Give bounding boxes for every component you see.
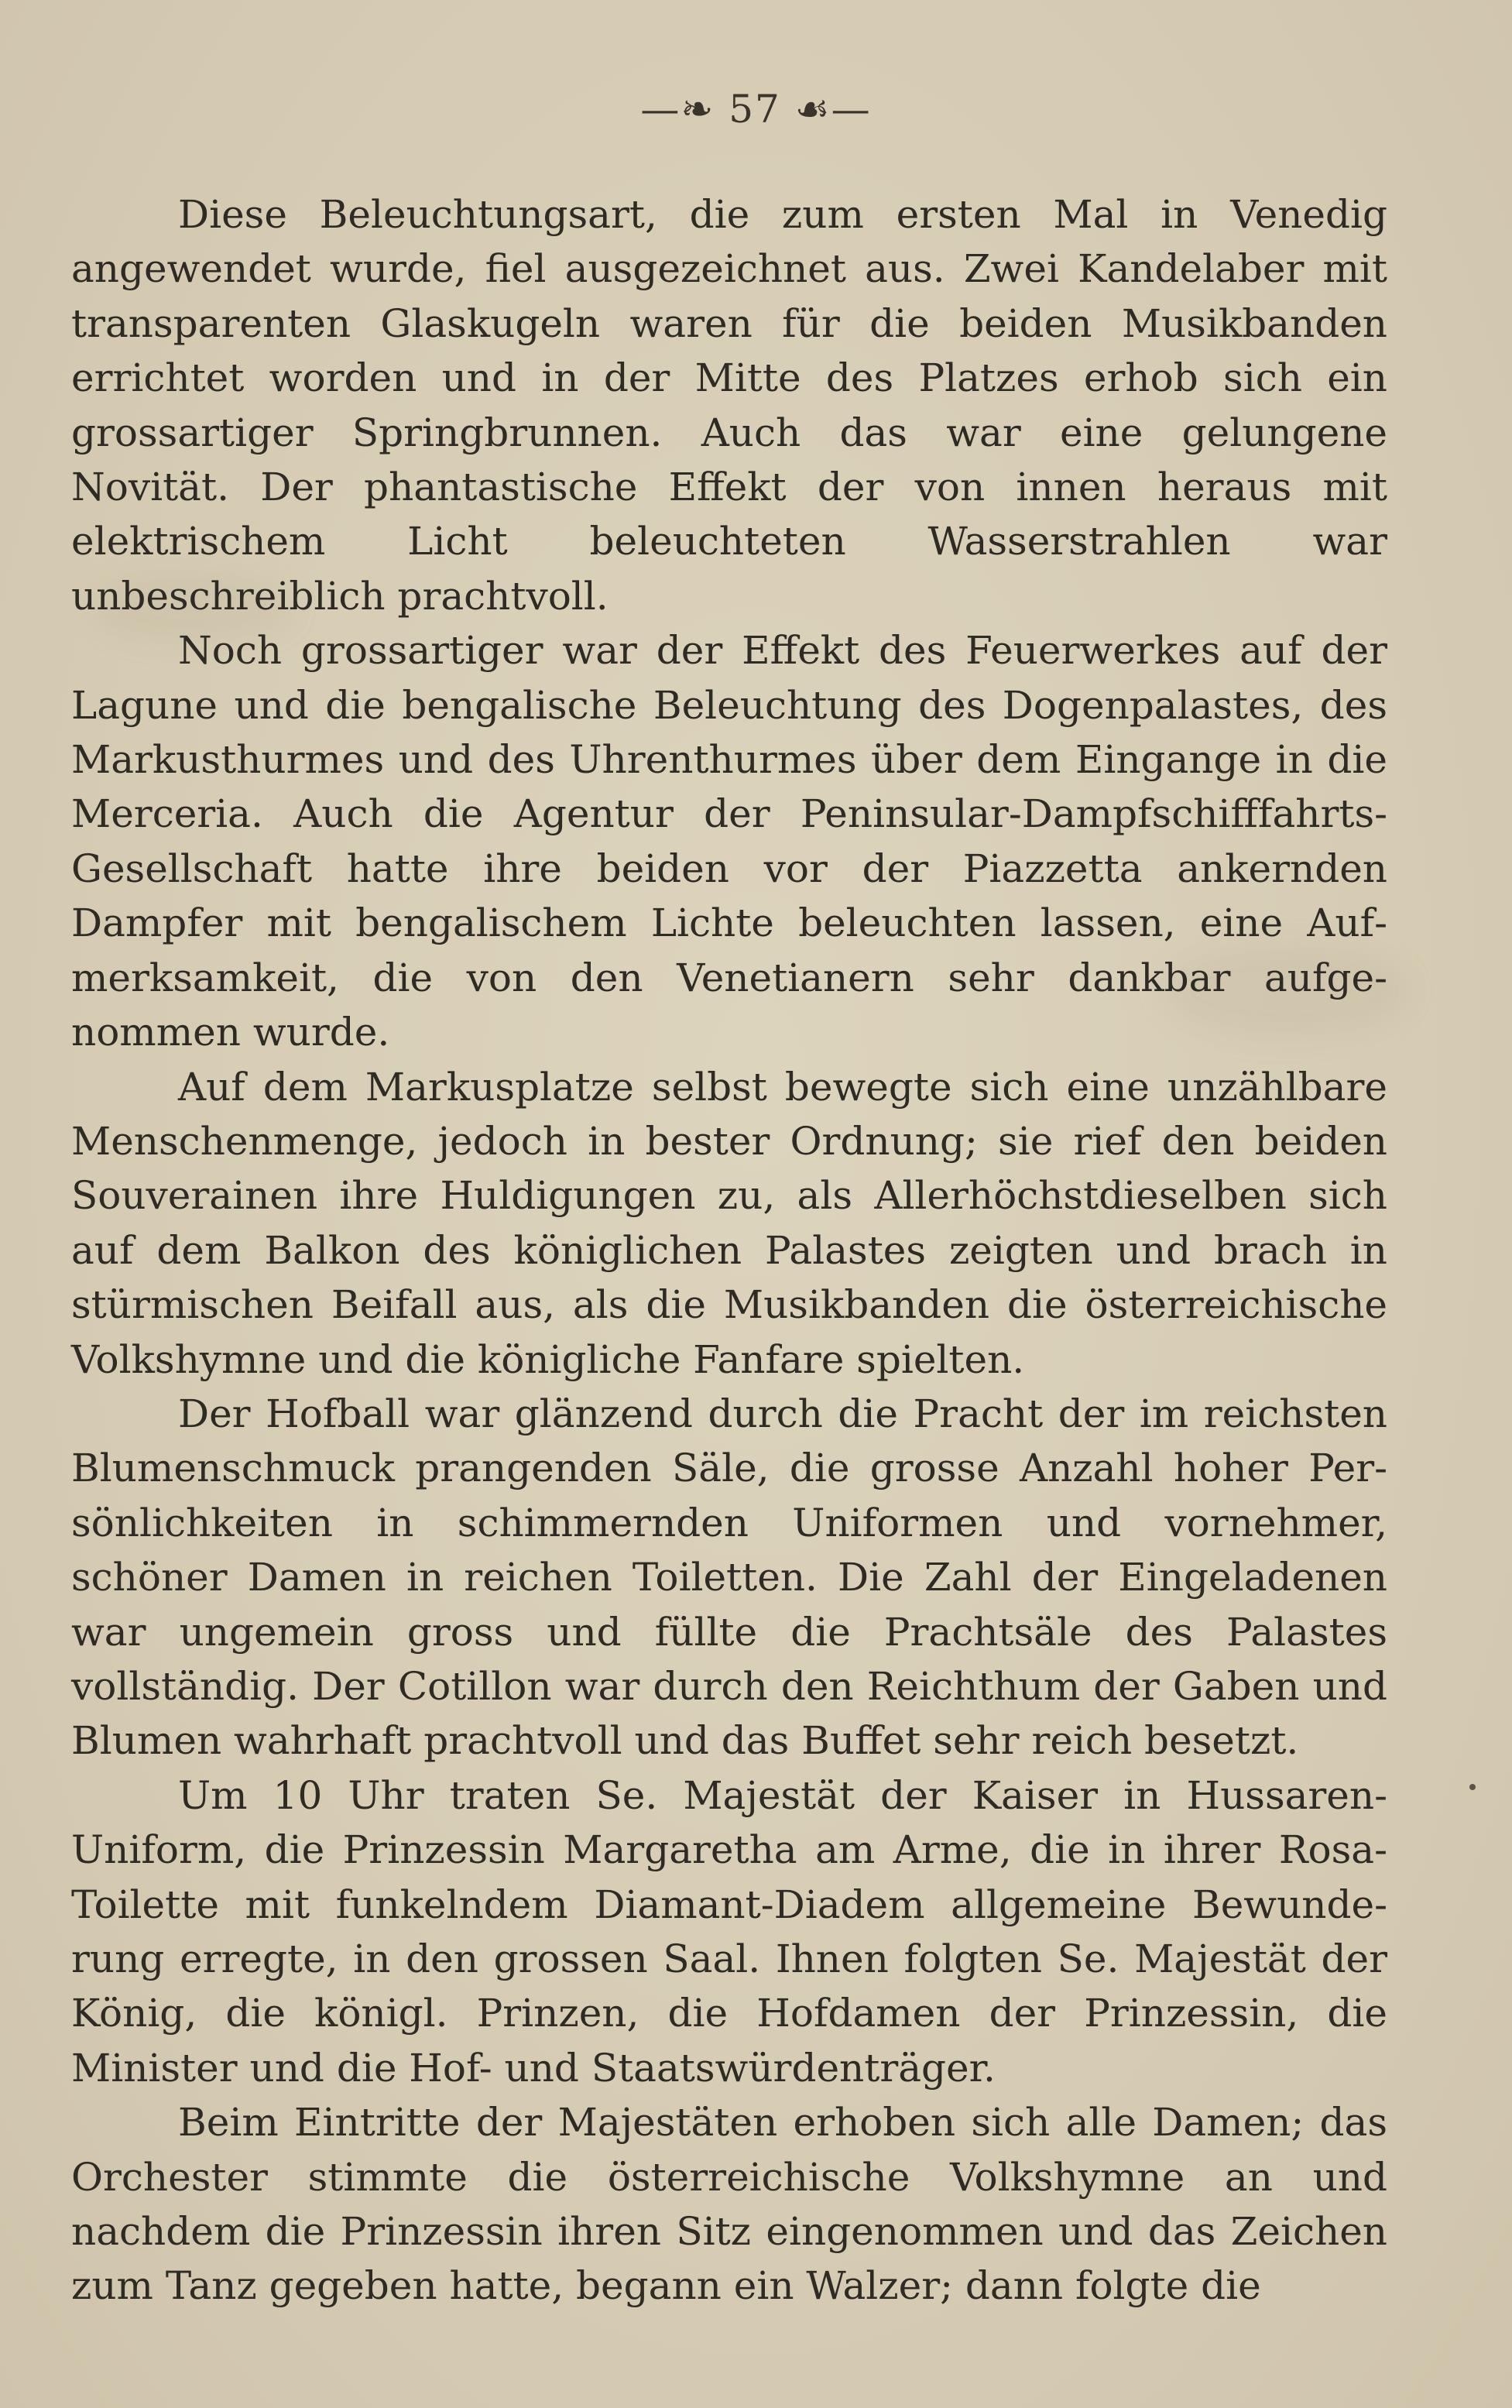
paragraph: Um 10 Uhr traten Se. Majestät der Kaiser in Hussaren-Uniform, die Prinzessin Margaretha am Arme, die in ihrer Rosa-Toilette mit funkelndem Diamant-Diadem allgemeine Bewunderung erregte, in den grossen Saal. Ihnen folgten Se. Majestät der König, die königl. Prinzen, die Hofdamen der Prinzessin, die Minister und die Hof- und Staatswürdenträger. [71,1772,1387,2091]
paragraph: Auf dem Markusplatze selbst bewegte sich eine unzählbare Menschenmenge, jedoch in bester Ordnung; sie rief den beiden Souverainen ihre Huldigungen zu, als Allerhöchstdieselben sich auf dem Balkon des königlichen Palastes zeigten und brach in stürmischen Beifall aus, als die Musikbanden die österreichische Volkshymne und die königliche Fanfare spielten. [71,1064,1387,1382]
page-number: 57 [729,87,781,132]
header-ornament-left: —❧ [640,87,715,132]
paragraph: Diese Beleuchtungsart, die zum ersten Mal in Venedig angewendet wurde, fiel ausgezeichnet aus. Zwei Kandelaber mit transparenten Glaskugeln waren für die beiden Musikbanden errichtet worden und in der Mitte des Platzes erhob sich ein grossartiger Springbrunnen. Auch das war eine gelungene Novität. Der phantastische Effekt der von innen heraus mit elektrischem Licht beleuchteten Wasserstrahlen war unbeschreiblich prachtvoll. [71,192,1387,619]
page-body [71,187,1387,2314]
paragraph: Noch grossartiger war der Effekt des Feuerwerkes auf der Lagune und die bengalische Beleuchtung des Dogenpalastes, des Markusthurmes und des Uhrenthurmes über dem Eingange in die Merceria. Auch die Agentur der Peninsular-Dampfschifffahrts-Gesellschaft hatte ihre beiden vor der Piazzetta ankernden Dampfer mit bengalischem Lichte beleuchten lassen, eine Aufmerksamkeit, die von den Venetianern sehr dankbar aufgenommen wurde. [71,628,1387,1055]
paragraph: Beim Eintritte der Majestäten erhoben sich alle Damen; das Orchester stimmte die österreichische Volkshymne an und nachdem die Prinzessin ihren Sitz eingenommen und das Zeichen zum Tanz gegeben hatte, begann ein Walzer; dann folgte die [71,2100,1387,2309]
page-header [0,87,1512,132]
ink-speck [1469,1784,1476,1790]
paragraph: Der Hofball war glänzend durch die Pracht der im reichsten Blumenschmuck prangenden Säle, die grosse Anzahl hoher Persönlichkeiten in schimmernden Uniformen und vornehmer, schöner Damen in reichen Toiletten. Die Zahl der Eingeladenen war ungemein gross und füllte die Prachtsäle des Palastes vollständig. Der Cotillon war durch den Reichthum der Gaben und Blumen wahrhaft prachtvoll und das Buffet sehr reich besetzt. [71,1391,1387,1764]
header-ornament-right: ☙— [794,87,872,132]
